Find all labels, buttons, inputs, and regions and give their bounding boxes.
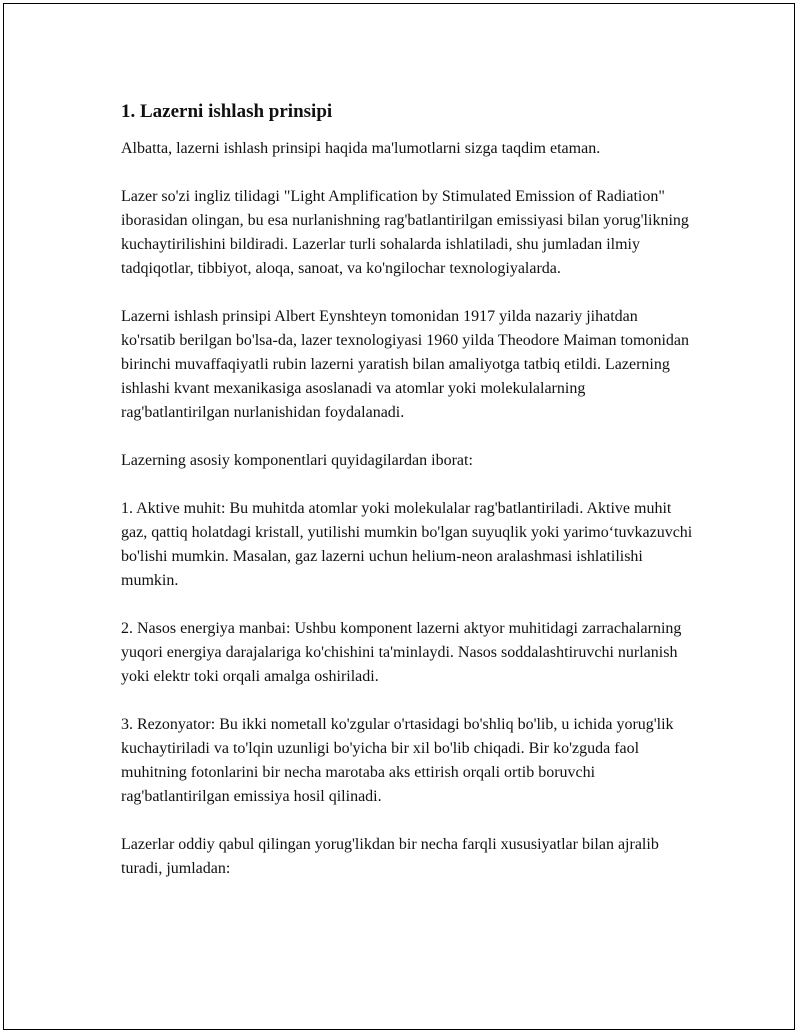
paragraph-properties-intro: Lazerlar oddiy qabul qilingan yorug'likdan bir necha farqli xususiyatlar bilan ajralib turadi, jumladan:	[121, 836, 659, 877]
paragraph-components-intro: Lazerning asosiy komponentlari quyidagilardan iborat:	[121, 452, 473, 469]
document-title: 1. Lazerni ishlash prinsipi	[121, 101, 333, 122]
paragraph-intro: Albatta, lazerni ishlash prinsipi haqida ma'lumotlarni sizga taqdim etaman.	[121, 140, 601, 157]
paragraph-active-medium: 1. Aktive muhit: Bu muhitda atomlar yoki molekulalar rag'batlantiriladi. Aktive muhit gaz, qattiq holatdagi kristall, yutilishi mumkin bo'lgan suyuqlik yoki yarimo‘tuvkazuvchi bo'lishi mumkin. Masalan, gaz lazerni uchun helium-neon aralashmasi ishlatilishi mumkin.	[121, 500, 693, 589]
document-body	[121, 100, 696, 905]
paragraph-resonator: 3. Rezonyator: Bu ikki nometall ko'zgular o'rtasidagi bo'shliq bo'lib, u ichida yorug'lik kuchaytiriladi va to'lqin uzunligi bo'yicha bir xil bo'lib chiqadi. Bir ko'zguda faol muhitning fotonlarini bir necha marotaba aks ettirish orqali ortib boruvchi rag'batlantirilgan emissiya hosil qilinadi.	[121, 716, 674, 805]
paragraph-laser-history: Lazerni ishlash prinsipi Albert Eynshteyn tomonidan 1917 yilda nazariy jihatdan ko'rsatib berilgan bo'lsa-da, lazer texnologiyasi 1960 yilda Theodore Maiman tomonidan birinchi muvaffaqiyatli rubin lazerni yaratish bilan amaliyotga tatbiq etildi. Lazerning ishlashi kvant mexanikasiga asoslanadi va atomlar yoki molekulalarning rag'batlantirilgan nurlanishidan foydalanadi.	[121, 308, 689, 421]
paragraph-pump-source: 2. Nasos energiya manbai: Ushbu komponent lazerni aktyor muhitidagi zarrachalarning yuqori energiya darajalariga ko'chishini ta'minlaydi. Nasos soddalashtiruvchi nurlanish yoki elektr toki orqali amalga oshiriladi.	[121, 620, 682, 685]
paragraph-laser-definition: Lazer so'zi ingliz tilidagi "Light Amplification by Stimulated Emission of Radiation" iborasidan olingan, bu esa nurlanishning rag'batlantirilgan emissiyasi bilan yorug'likning kuchaytirilishini bildiradi. Lazerlar turli sohalarda ishlatiladi, shu jumladan ilmiy tadqiqotlar, tibbiyot, aloqa, sanoat, va ko'ngilochar texnologiyalarda.	[121, 188, 689, 277]
document-page	[3, 3, 795, 1030]
